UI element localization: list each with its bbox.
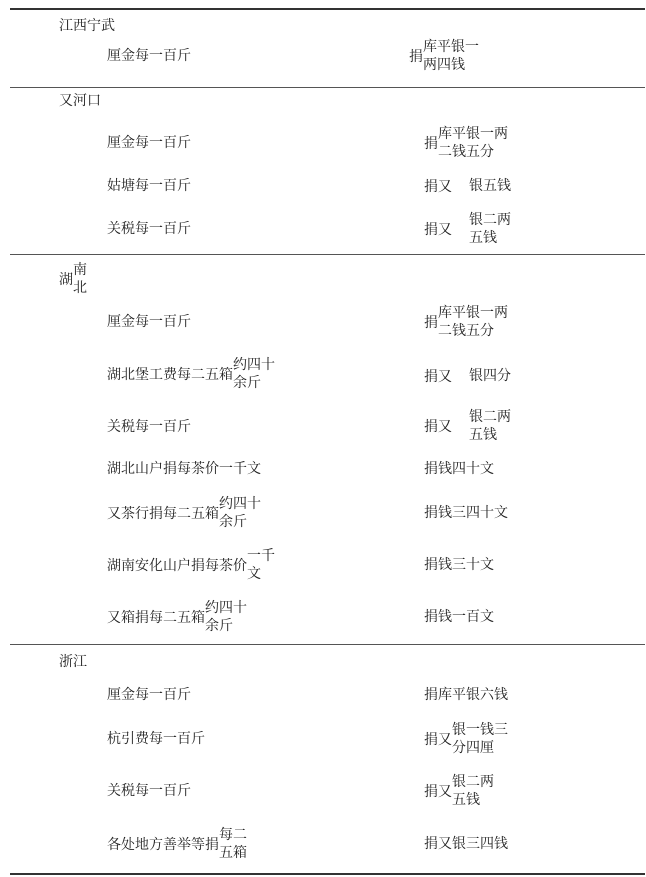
table-cell-item: [107, 599, 247, 635]
item-line: 约四十: [233, 357, 275, 373]
amount-line: 银五钱: [469, 178, 511, 194]
table-bottom-rule: [10, 873, 645, 875]
table-cell-item: 湖北山户捐每茶价一千文: [107, 461, 261, 477]
item-line: 余斤: [233, 375, 261, 391]
table-cell-item: 关税每一百斤: [107, 221, 191, 237]
table-cell-amount: 捐钱三十文: [424, 557, 494, 573]
table-cell-item: [107, 356, 275, 392]
amount-line: 五钱: [452, 792, 480, 808]
amount-line: 库平银一: [423, 39, 479, 55]
table-cell-item: 关税每一百斤: [107, 419, 191, 435]
table-cell-amount: 捐库平银六钱: [424, 687, 508, 703]
section-heading: 浙江: [59, 654, 87, 670]
table-cell-amount: [424, 721, 508, 757]
amount-line: 分四厘: [452, 740, 494, 756]
table-cell-item: 厘金每一百斤: [107, 687, 191, 703]
table-cell-item: 关税每一百斤: [107, 783, 191, 799]
item-lead: 湖南安化山户捐每茶价: [107, 558, 247, 574]
amount-lead: 捐又: [424, 732, 452, 748]
amount-line: 库平银一两: [438, 305, 508, 321]
item-lead: 又箱捐每二五箱: [107, 610, 205, 626]
amount-line: 两四钱: [423, 57, 465, 73]
table-top-rule: [10, 8, 645, 10]
table-cell-amount: [424, 773, 494, 809]
item-line: 五箱: [219, 845, 247, 861]
amount-lead: 捐又: [424, 419, 452, 435]
item-line: 文: [247, 566, 261, 582]
item-lead: 各处地方善举等捐: [107, 837, 219, 853]
amount-line: 二钱五分: [438, 144, 494, 160]
amount-lead: 捐又: [424, 369, 452, 385]
item-line: 约四十: [219, 496, 261, 512]
amount-line: 银一钱三: [452, 722, 508, 738]
table-cell-item: 杭引费每一百斤: [107, 731, 205, 747]
amount-lead: 捐: [424, 315, 438, 331]
amount-line: 二钱五分: [438, 323, 494, 339]
table-cell-item: 厘金每一百斤: [107, 135, 191, 151]
section-divider: [10, 644, 645, 645]
amount-line: 银二两: [452, 774, 494, 790]
table-cell-amount: 捐钱四十文: [424, 461, 494, 477]
table-cell-amount: [424, 125, 508, 161]
heading-line: 南: [73, 262, 87, 278]
item-lead: 又茶行捐每二五箱: [107, 506, 219, 522]
table-cell-amount: [424, 408, 511, 444]
section-divider: [10, 254, 645, 255]
amount-line: 银二两: [469, 212, 511, 228]
table-cell-item: 厘金每一百斤: [107, 314, 191, 330]
item-line: 每二: [219, 827, 247, 843]
amount-line: 银四分: [469, 368, 511, 384]
item-lead: 湖北堡工费每二五箱: [107, 367, 233, 383]
amount-lead: 捐: [409, 49, 423, 65]
amount-line: 库平银一两: [438, 126, 508, 142]
item-line: 余斤: [219, 514, 247, 530]
section-heading: [59, 261, 87, 297]
table-cell-amount: [424, 366, 511, 386]
amount-lead: 捐又: [424, 784, 452, 800]
amount-lead: 捐又: [424, 179, 452, 195]
table-cell-item: [107, 495, 261, 531]
table-cell-amount: [409, 38, 479, 74]
section-heading: 江西宁武: [59, 18, 115, 34]
amount-line: 五钱: [469, 230, 497, 246]
table-cell-item: [107, 826, 247, 862]
table-cell-amount: [424, 304, 508, 340]
amount-lead: 捐又: [424, 222, 452, 238]
table-cell-amount: 捐钱三四十文: [424, 505, 508, 521]
table-cell-amount: 捐又银三四钱: [424, 836, 508, 852]
item-line: 一千: [247, 548, 275, 564]
heading-line: 北: [73, 280, 87, 296]
table-cell-amount: [424, 211, 511, 247]
table-cell-amount: [424, 176, 511, 196]
table-cell-item: 厘金每一百斤: [107, 48, 191, 64]
table-cell-item: [107, 547, 275, 583]
section-heading: 又河口: [59, 93, 101, 109]
amount-line: 五钱: [469, 427, 497, 443]
table-cell-item: 姑塘每一百斤: [107, 178, 191, 194]
amount-lead: 捐: [424, 136, 438, 152]
item-line: 约四十: [205, 600, 247, 616]
heading-lead: 湖: [59, 272, 73, 288]
table-cell-amount: 捐钱一百文: [424, 609, 494, 625]
item-line: 余斤: [205, 618, 233, 634]
section-divider: [10, 87, 645, 88]
amount-line: 银二两: [469, 409, 511, 425]
